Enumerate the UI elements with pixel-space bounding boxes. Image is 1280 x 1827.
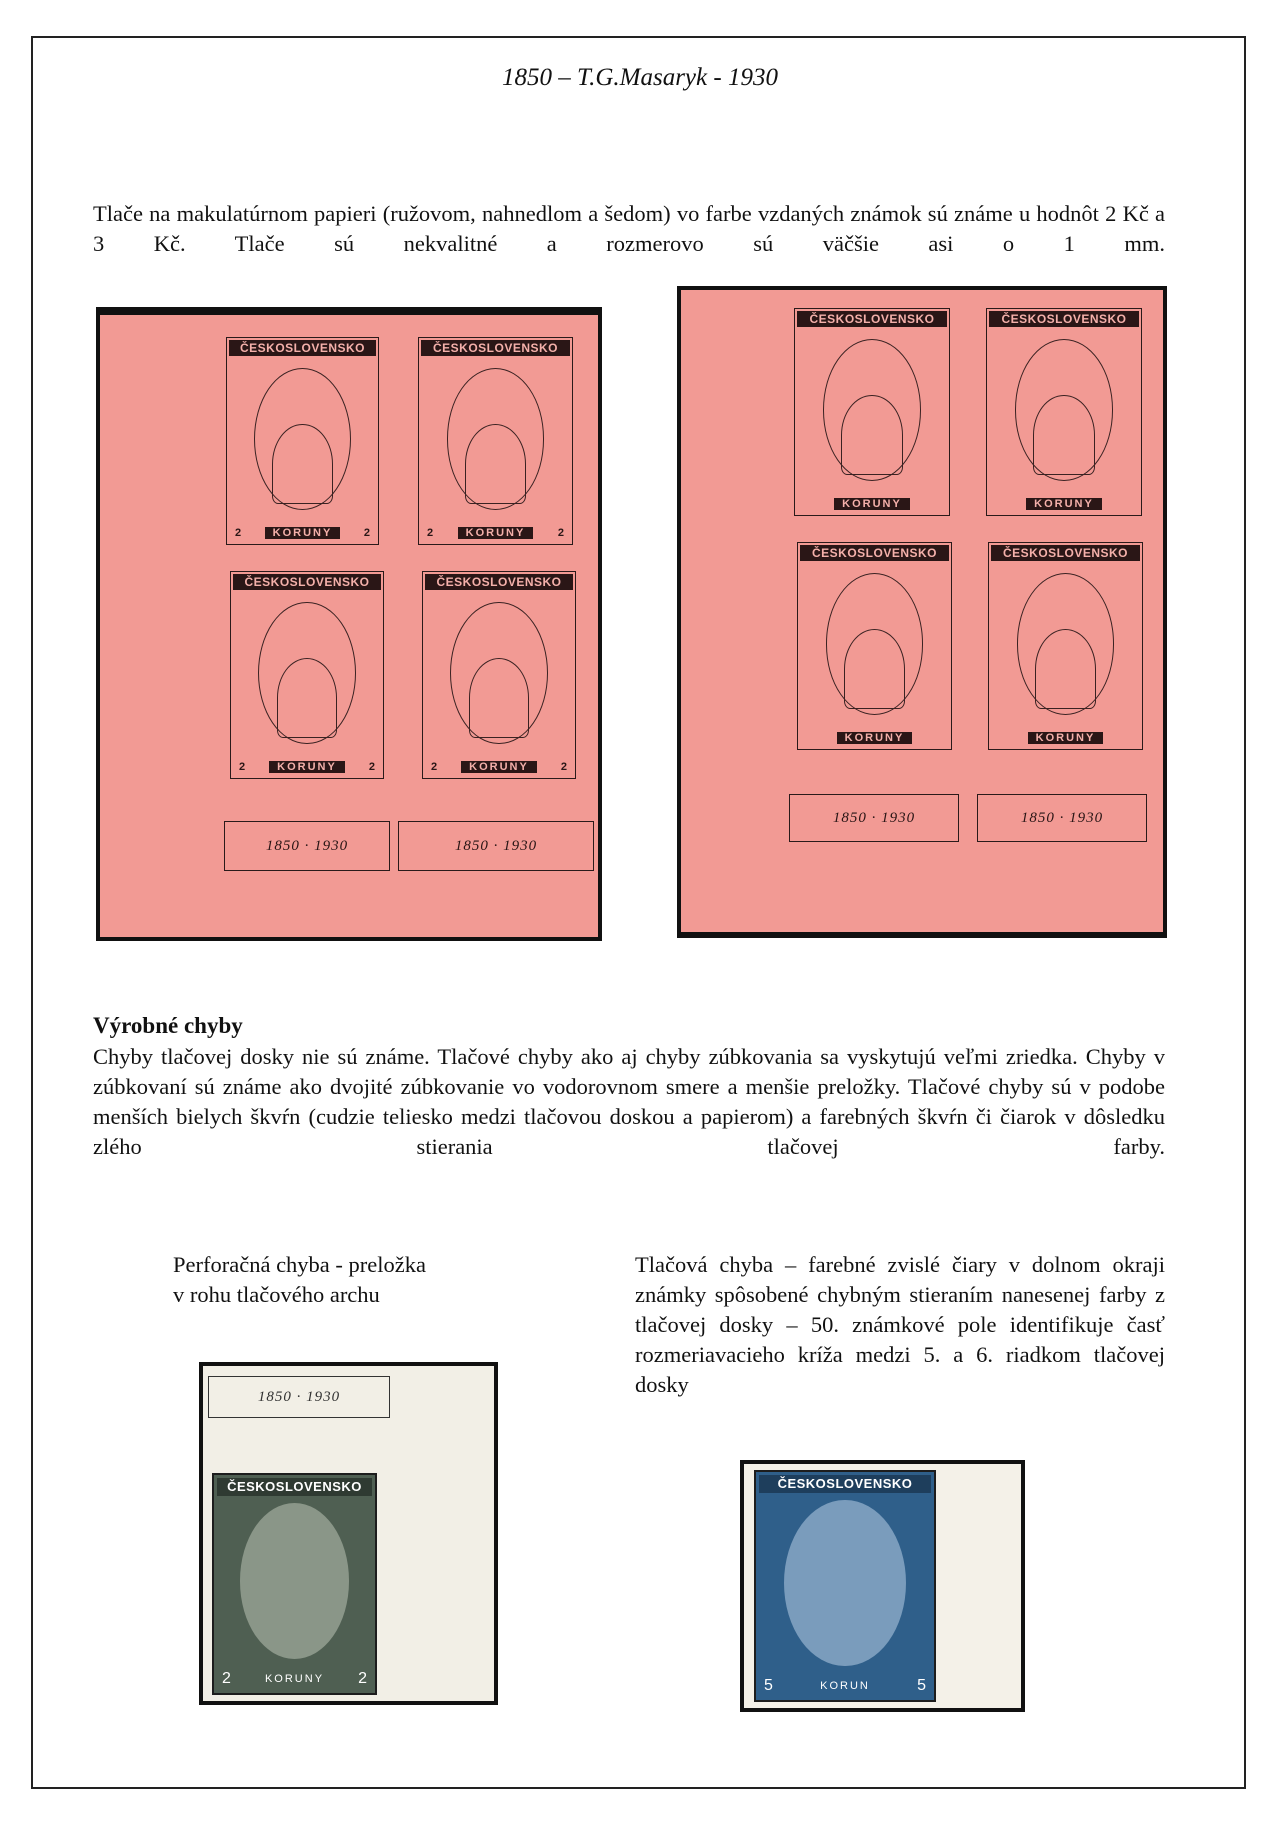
year-strip-green: 1850 · 1930 xyxy=(208,1376,390,1418)
stamp-left-4: ČESKOSLOVENSKO 2 KORUNY 2 xyxy=(422,571,576,779)
year-strip-left-2: 1850 · 1930 xyxy=(398,821,594,871)
caption-right: Tlačová chyba – farebné zvislé čiary v dolnom okraji známky spôsobené chybným stieraním nanesenej farby z tlačovej dosky – 50. známkové pole identifikuje časť rozmeriavacieho kríža medzi 5. a 6. riadkom tlačovej dosky xyxy=(635,1252,1165,1397)
stamp-left-2: ČESKOSLOVENSKO 2 KORUNY 2 xyxy=(418,337,573,545)
stamp-left-3: ČESKOSLOVENSKO 2 KORUNY 2 xyxy=(230,571,384,779)
stamp-right-1: ČESKOSLOVENSKO KORUNY xyxy=(794,308,950,516)
green-stamp-specimen xyxy=(199,1362,498,1705)
year-strip-right-1: 1850 · 1930 xyxy=(789,794,959,842)
caption-left: Perforačná chyba - preložka v rohu tlačového archu xyxy=(173,1252,426,1307)
blue-stamp-specimen xyxy=(740,1460,1025,1712)
pink-sheet-left xyxy=(96,307,602,941)
stamp-right-3: ČESKOSLOVENSKO KORUNY xyxy=(797,542,952,750)
intro-paragraph: Tlače na makulatúrnom papieri (ružovom, nahnedlom a šedom) vo farbe vzdaných známok sú známe u hodnôt 2 Kč a 3 Kč. Tlače sú nekvalitné a rozmerovo sú väčšie asi o 1 mm. xyxy=(93,201,1165,256)
stamp-left-1: ČESKOSLOVENSKO 2 KORUNY 2 xyxy=(226,337,379,545)
year-strip-right-2: 1850 · 1930 xyxy=(977,794,1147,842)
green-stamp: ČESKOSLOVENSKO 2 KORUNY 2 xyxy=(212,1473,377,1695)
stamp-right-4: ČESKOSLOVENSKO KORUNY xyxy=(988,542,1143,750)
year-strip-left-1: 1850 · 1930 xyxy=(224,821,390,871)
blue-stamp: ČESKOSLOVENSKO 5 KORUN 5 xyxy=(754,1470,936,1702)
pink-sheet-right xyxy=(677,286,1167,938)
section-heading: Výrobné chyby xyxy=(93,1013,243,1038)
stamp-right-2: ČESKOSLOVENSKO KORUNY xyxy=(986,308,1142,516)
page-title: 1850 – T.G.Masaryk - 1930 xyxy=(502,64,778,91)
section-body: Chyby tlačovej dosky nie sú známe. Tlačové chyby ako aj chyby zúbkovania sa vyskytujú veľmi zriedka. Chyby v zúbkovaní sú známe ako dvojité zúbkovanie vo vodorovnom smere a menšie preložky. Tlačové chyby sú v podobe menších bielych škvŕn (cudzie teliesko medzi tlačovou doskou a papierom) a farebných škvŕn či čiarok v dôsledku zlého stierania tlačovej farby. xyxy=(93,1044,1165,1159)
